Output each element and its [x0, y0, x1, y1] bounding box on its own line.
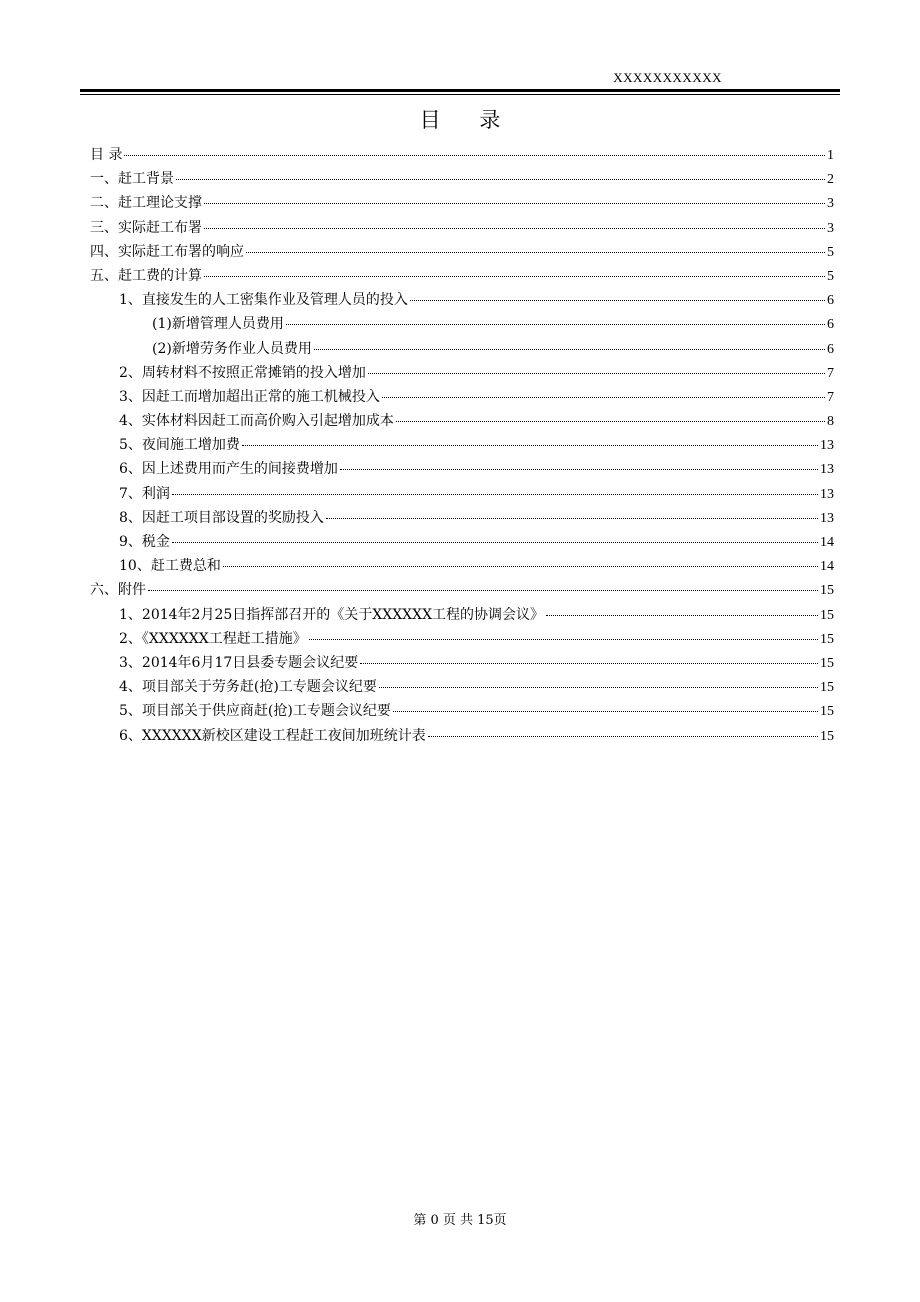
- toc-entry[interactable]: [90, 532, 834, 556]
- toc-entry-label: 3、因赶工而增加超出正常的施工机械投入: [119, 388, 380, 405]
- toc-entry[interactable]: [90, 484, 834, 508]
- toc-leader-dots: [428, 736, 818, 737]
- toc-entry-page-number: 6: [827, 317, 834, 333]
- toc-entry-label: 5、夜间施工增加费: [119, 437, 240, 454]
- toc-leader-dots: [546, 615, 818, 616]
- toc-entry-label: 3、2014年6月17日县委专题会议纪要: [119, 654, 359, 671]
- toc-entry[interactable]: [90, 266, 834, 290]
- toc-entry[interactable]: [90, 169, 834, 193]
- toc-entry-label: 三、实际赶工布署: [90, 219, 202, 236]
- toc-entry[interactable]: [90, 508, 834, 532]
- page-footer: 第 0 页 共 15页: [413, 1213, 507, 1228]
- toc-entry-page-number: 15: [820, 704, 834, 720]
- toc-entry-label: 2、周转材料不按照正常摊销的投入增加: [119, 364, 366, 381]
- toc-leader-dots: [172, 542, 818, 543]
- toc-leader-dots: [204, 203, 825, 204]
- toc-entry[interactable]: [90, 435, 834, 459]
- toc-leader-dots: [368, 373, 825, 374]
- header-rule-thin: [80, 94, 840, 95]
- header-rule-thick: [80, 89, 840, 92]
- toc-entry-label: 4、实体材料因赶工而高价购入引起增加成本: [119, 413, 394, 430]
- toc-entry-page-number: 8: [827, 414, 834, 430]
- toc-entry-page-number: 1: [827, 148, 834, 163]
- toc-entry[interactable]: [90, 677, 834, 701]
- toc-entry[interactable]: [90, 726, 834, 750]
- toc-entry-label: 6、XXXXXX新校区建设工程赶工夜间加班统计表: [119, 727, 426, 744]
- toc-entry[interactable]: [90, 339, 834, 363]
- toc-leader-dots: [242, 445, 818, 446]
- toc-entry-page-number: 15: [820, 607, 834, 623]
- toc-leader-dots: [176, 179, 825, 180]
- toc-entry-page-number: 7: [827, 365, 834, 381]
- toc-leader-dots: [246, 252, 825, 253]
- toc-entry-label: 10、赶工费总和: [119, 558, 221, 575]
- toc-leader-dots: [396, 421, 825, 422]
- toc-entry-label: 2、《XXXXXX工程赶工措施》: [119, 630, 307, 647]
- toc-entry-page-number: 15: [820, 583, 834, 599]
- toc-entry-label: 一、赶工背景: [90, 171, 174, 188]
- toc-entry-page-number: 13: [820, 462, 834, 478]
- toc-entry[interactable]: [90, 387, 834, 411]
- toc-entry[interactable]: [90, 411, 834, 435]
- toc-entry-label: 4、项目部关于劳务赶(抢)工专题会议纪要: [119, 679, 377, 696]
- toc-entry[interactable]: [90, 242, 834, 266]
- toc-entry[interactable]: [90, 653, 834, 677]
- toc-entry-page-number: 6: [827, 293, 834, 309]
- toc-entry-page-number: 6: [827, 341, 834, 357]
- toc-entry[interactable]: [90, 701, 834, 725]
- toc-entry[interactable]: [90, 363, 834, 387]
- toc-entry[interactable]: [90, 218, 834, 242]
- toc-leader-dots: [204, 228, 825, 229]
- toc-entry-page-number: 7: [827, 389, 834, 405]
- toc-entry[interactable]: [90, 290, 834, 314]
- toc-leader-dots: [340, 469, 818, 470]
- toc-entry-page-number: 15: [820, 680, 834, 696]
- page-title: 目 录: [419, 108, 517, 132]
- toc-leader-dots: [172, 494, 818, 495]
- toc-leader-dots: [326, 518, 818, 519]
- toc-leader-dots: [382, 397, 825, 398]
- toc-leader-dots: [309, 639, 818, 640]
- toc-entry-label: (2)新增劳务作业人员费用: [152, 340, 312, 357]
- toc-entry-page-number: 14: [820, 535, 834, 550]
- toc-entry[interactable]: [90, 193, 834, 217]
- toc-entry-label: 目 录: [90, 147, 123, 163]
- toc-entry-page-number: 3: [827, 220, 834, 236]
- toc-entry-label: 5、项目部关于供应商赶(抢)工专题会议纪要: [119, 703, 391, 720]
- toc-entry-label: 7、利润: [119, 485, 170, 502]
- toc-entry[interactable]: [90, 605, 834, 629]
- toc-entry-page-number: 5: [827, 244, 834, 260]
- toc-entry-page-number: 3: [827, 196, 834, 212]
- toc-leader-dots: [204, 276, 825, 277]
- toc-entry-label: 1、直接发生的人工密集作业及管理人员的投入: [119, 292, 408, 309]
- toc-entry[interactable]: [90, 556, 834, 580]
- toc-entry-page-number: 15: [820, 631, 834, 647]
- toc-entry-page-number: 13: [820, 486, 834, 502]
- toc-leader-dots: [379, 687, 818, 688]
- toc-entry[interactable]: [90, 314, 834, 338]
- toc-entry-label: 9、税金: [119, 534, 170, 550]
- toc-leader-dots: [148, 590, 818, 591]
- toc-entry[interactable]: [90, 145, 834, 169]
- toc-leader-dots: [314, 349, 825, 350]
- table-of-contents: [90, 145, 834, 750]
- toc-leader-dots: [286, 324, 825, 325]
- toc-entry[interactable]: [90, 629, 834, 653]
- toc-entry-label: 二、赶工理论支撑: [90, 195, 202, 212]
- toc-entry[interactable]: [90, 459, 834, 483]
- toc-leader-dots: [360, 663, 818, 664]
- toc-entry-label: 五、赶工费的计算: [90, 267, 202, 284]
- toc-entry[interactable]: [90, 580, 834, 604]
- toc-entry-label: 1、2014年2月25日指挥部召开的《关于XXXXXX工程的协调会议》: [119, 606, 545, 623]
- toc-leader-dots: [410, 300, 825, 301]
- toc-entry-label: 四、实际赶工布署的响应: [90, 243, 244, 260]
- toc-leader-dots: [223, 566, 818, 567]
- running-header: XXXXXXXXXXX: [613, 70, 722, 85]
- toc-entry-label: 8、因赶工项目部设置的奖励投入: [119, 509, 324, 526]
- toc-entry-page-number: 14: [820, 559, 834, 575]
- toc-entry-label: 六、附件: [90, 582, 146, 599]
- toc-entry-page-number: 5: [827, 268, 834, 284]
- toc-entry-page-number: 15: [820, 728, 834, 744]
- toc-entry-page-number: 13: [820, 510, 834, 526]
- toc-leader-dots: [393, 711, 818, 712]
- toc-entry-label: (1)新增管理人员费用: [152, 316, 284, 333]
- toc-entry-page-number: 2: [827, 172, 834, 188]
- toc-entry-page-number: 13: [820, 438, 834, 454]
- toc-leader-dots: [124, 155, 825, 156]
- toc-entry-label: 6、因上述费用而产生的间接费增加: [119, 461, 338, 478]
- toc-entry-page-number: 15: [820, 655, 834, 671]
